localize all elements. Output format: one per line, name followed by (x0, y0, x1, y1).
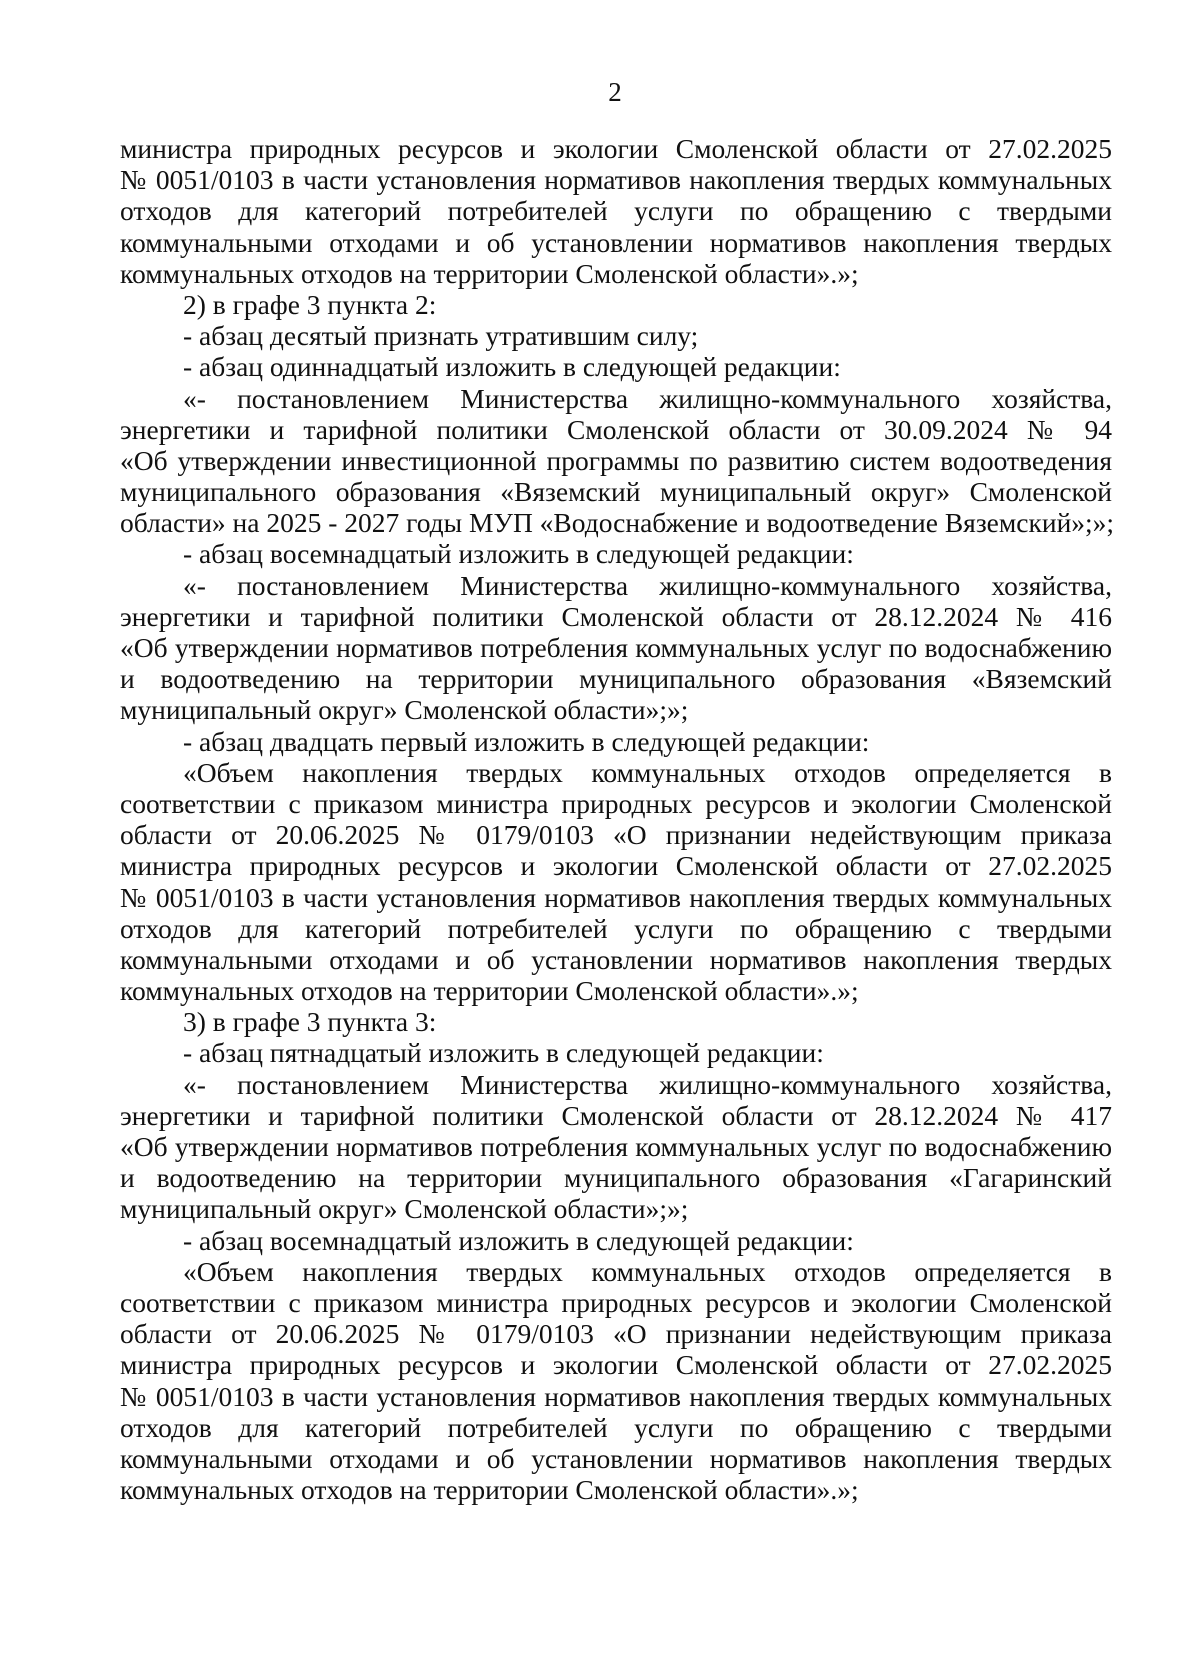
text-line: коммунальными отходами и об установлении нормативов накопления твердых (120, 943, 1112, 975)
text-line: 2) в графе 3 пункта 2: (183, 288, 437, 320)
text-line: «Объем накопления твердых коммунальных отходов определяется в (183, 756, 1112, 788)
text-line: № 0051/0103 в части установления нормативов накопления твердых коммунальных (120, 881, 1112, 913)
text-line: - абзац восемнадцатый изложить в следующей редакции: (183, 1224, 854, 1256)
text-line: «- постановлением Министерства жилищно-коммунального хозяйства, (183, 569, 1112, 601)
text-line: «Об утверждении нормативов потребления коммунальных услуг по водоснабжению (120, 1131, 1112, 1162)
text-line: соответствии с приказом министра природных ресурсов и экологии Смоленской (120, 787, 1112, 819)
text-line: коммунальных отходов на территории Смоленской области».»; (120, 1474, 859, 1506)
text-line: энергетики и тарифной политики Смоленской области от 28.12.2024 № 417 (120, 1099, 1112, 1131)
text-line: № 0051/0103 в части установления нормативов накопления твердых коммунальных (120, 1380, 1112, 1412)
text-line: коммунальными отходами и об установлении нормативов накопления твердых (120, 1442, 1112, 1474)
text-line: и водоотведению на территории муниципального образования «Вяземский (120, 663, 1112, 695)
text-line: 3) в графе 3 пункта 3: (183, 1006, 437, 1038)
text-line: коммунальных отходов на территории Смоленской области».»; (120, 975, 859, 1007)
text-line: «Об утверждении инвестиционной программы по развитию систем водоотведения (120, 444, 1112, 476)
text-line: № 0051/0103 в части установления нормативов накопления твердых коммунальных (120, 164, 1112, 196)
text-line: «- постановлением Министерства жилищно-коммунального хозяйства, (183, 382, 1112, 414)
text-line: «- постановлением Министерства жилищно-коммунального хозяйства, (183, 1068, 1112, 1100)
text-line: «Объем накопления твердых коммунальных отходов определяется в (183, 1255, 1112, 1287)
text-line: - абзац пятнадцатый изложить в следующей редакции: (183, 1037, 824, 1069)
text-line: министра природных ресурсов и экологии Смоленской области от 27.02.2025 (120, 1349, 1112, 1381)
text-line: области от 20.06.2025 № 0179/0103 «О признании недействующим приказа (120, 819, 1112, 851)
text-line: «Об утверждении нормативов потребления коммунальных услуг по водоснабжению (120, 632, 1112, 663)
text-line: коммунальных отходов на территории Смоленской области».»; (120, 257, 859, 289)
text-line: муниципальный округ» Смоленской области»;»; (120, 694, 689, 726)
text-line: энергетики и тарифной политики Смоленской области от 28.12.2024 № 416 (120, 600, 1112, 632)
document-body (120, 133, 1115, 1506)
text-line: соответствии с приказом министра природных ресурсов и экологии Смоленской (120, 1286, 1112, 1318)
text-line: министра природных ресурсов и экологии Смоленской области от 27.02.2025 (120, 850, 1112, 882)
text-line: муниципальный округ» Смоленской области»;»; (120, 1193, 689, 1225)
page-number: 2 (608, 77, 622, 107)
text-line: отходов для категорий потребителей услуги по обращению с твердыми (120, 1411, 1112, 1443)
text-line: коммунальными отходами и об установлении нормативов накопления твердых (120, 226, 1112, 258)
text-line: муниципального образования «Вяземский муниципальный округ» Смоленской (120, 476, 1112, 508)
text-line: - абзац восемнадцатый изложить в следующей редакции: (183, 538, 854, 570)
text-line: - абзац двадцать первый изложить в следующей редакции: (183, 725, 870, 757)
text-line: отходов для категорий потребителей услуги по обращению с твердыми (120, 195, 1112, 227)
text-line: области» на 2025 - 2027 годы МУП «Водоснабжение и водоотведение Вяземский»;»; (120, 507, 1115, 539)
text-line: и водоотведению на территории муниципального образования «Гагаринский (120, 1162, 1112, 1194)
text-line: энергетики и тарифной политики Смоленской области от 30.09.2024 № 94 (120, 413, 1112, 445)
text-line: - абзац одиннадцатый изложить в следующей редакции: (183, 351, 841, 383)
text-line: области от 20.06.2025 № 0179/0103 «О признании недействующим приказа (120, 1318, 1112, 1350)
text-line: - абзац десятый признать утратившим силу; (183, 320, 699, 352)
text-line: министра природных ресурсов и экологии Смоленской области от 27.02.2025 (120, 133, 1112, 164)
text-line: отходов для категорий потребителей услуги по обращению с твердыми (120, 912, 1112, 944)
